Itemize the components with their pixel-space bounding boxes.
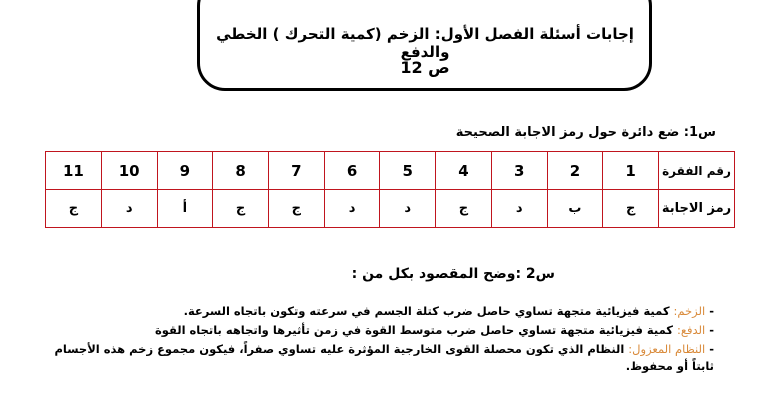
table-cell: 8 — [213, 152, 269, 190]
table-cell: ج — [46, 190, 102, 228]
question-2-heading: س2 :وضح المقصود بكل من : — [351, 266, 555, 282]
table-cell: ج — [268, 190, 324, 228]
table-cell: 6 — [324, 152, 380, 190]
table-cell: 9 — [157, 152, 213, 190]
definition-isolated-system — [54, 341, 714, 375]
page-number: ص 12 — [400, 58, 450, 77]
term-impulse: الدفع: — [676, 323, 706, 337]
definition-text: النظام الذي تكون محصلة القوى الخارجية المؤثرة عليه تساوي صفراً، فيكون مجموع زخم هذه الأجسام ثابتاً أو محفوظ. — [54, 342, 714, 373]
table-cell: 3 — [491, 152, 547, 190]
table-cell: 7 — [268, 152, 324, 190]
table-cell: 1 — [603, 152, 659, 190]
table-cell: ج — [436, 190, 492, 228]
question-1-heading: س1: ضع دائرة حول رمز الاجابة الصحيحة — [455, 125, 716, 140]
definition-text: كمية فيزيائية متجهة تساوي حاصل ضرب كتلة الجسم في سرعته وتكون باتجاه السرعة. — [183, 304, 674, 318]
table-cell: 2 — [547, 152, 603, 190]
table-cell: 4 — [436, 152, 492, 190]
table-cell: 5 — [380, 152, 436, 190]
bullet: - — [709, 304, 714, 318]
table-cell: 10 — [101, 152, 157, 190]
term-momentum: الزخم: — [673, 304, 706, 318]
table-cell: 11 — [46, 152, 102, 190]
answers-table — [45, 151, 735, 228]
table-cell: د — [101, 190, 157, 228]
bullet: - — [709, 323, 714, 337]
bullet: - — [709, 342, 714, 356]
table-cell: د — [324, 190, 380, 228]
table-cell: د — [491, 190, 547, 228]
page-title: إجابات أسئلة الفصل الأول: الزخم (كمية التحرك ) الخطي والدفع — [216, 25, 634, 61]
table-row — [46, 190, 735, 228]
row-label-answer: رمز الاجابة — [659, 190, 735, 228]
definition-impulse — [54, 322, 714, 339]
table-cell: أ — [157, 190, 213, 228]
table-cell: ج — [603, 190, 659, 228]
row-label-number: رقم الفقرة — [659, 152, 735, 190]
term-isolated-system: النظام المعزول: — [628, 342, 706, 356]
table-cell: ج — [213, 190, 269, 228]
definition-text: كمية فيزيائية متجهة تساوي حاصل ضرب متوسط القوة في زمن تأثيرها واتجاهه باتجاه القوة — [154, 323, 677, 337]
definition-momentum — [54, 303, 714, 320]
definitions-list — [54, 303, 714, 377]
table-cell: د — [380, 190, 436, 228]
table-cell: ب — [547, 190, 603, 228]
table-row — [46, 152, 735, 190]
